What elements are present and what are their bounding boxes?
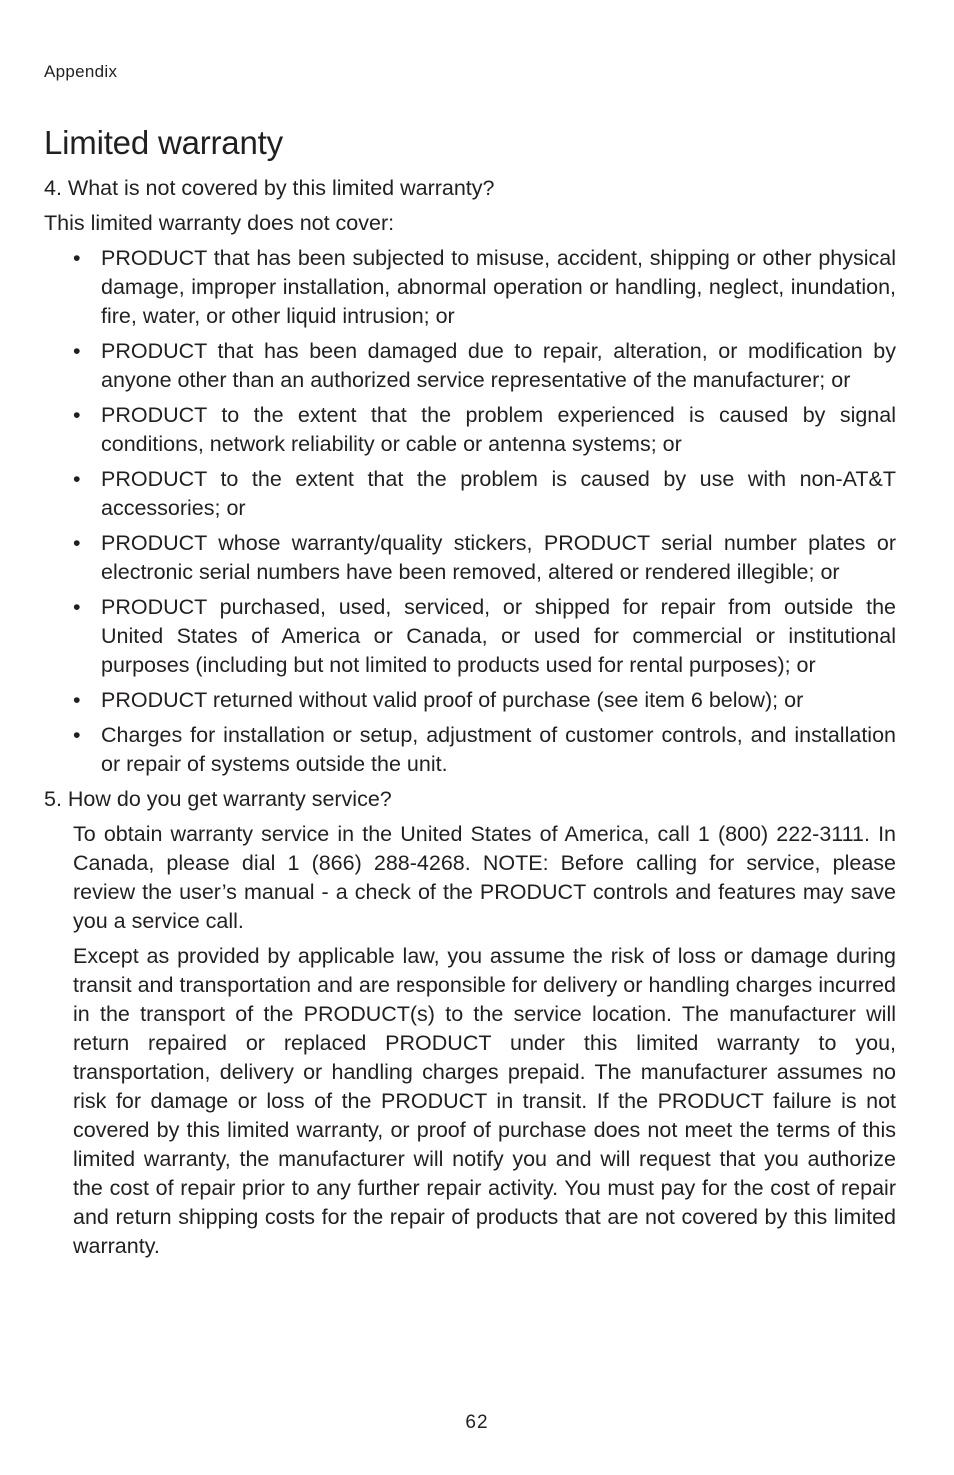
list-item-text: PRODUCT that has been subjected to misuse, accident, shipping or other physical damage, improper installation, abnormal operation or handling, neglect, inundation, fire, water, or other liquid intrusion; or: [101, 246, 896, 328]
list-item-text: PRODUCT purchased, used, serviced, or shipped for repair from outside the United States of America or Canada, or used for commercial or institutional purposes (including but not limited to products used for rental purposes); or: [101, 595, 896, 677]
section-label: Appendix: [44, 62, 118, 81]
page-number: 62: [465, 1412, 489, 1433]
bullet-icon: •: [73, 339, 81, 363]
bullet-icon: •: [73, 467, 81, 491]
list-item-text: Charges for installation or setup, adjustment of customer controls, and installation or repair of systems outside the unit.: [101, 723, 896, 776]
bullet-icon: •: [73, 688, 81, 712]
question-4-heading: 4. What is not covered by this limited warranty?: [44, 176, 495, 200]
list-item: [44, 244, 896, 331]
bullet-icon: •: [73, 531, 81, 555]
bullet-icon: •: [73, 595, 81, 619]
list-item: [44, 686, 896, 715]
list-item: [44, 401, 896, 459]
list-item: [44, 465, 896, 523]
service-contact-paragraph: To obtain warranty service in the United States of America, call 1 (800) 222-3111. In Canada, please dial 1 (866) 288-4268. NOTE: Before calling for service, please review the user’s manual - a check of the PRODUCT controls and features may save you a service call.: [73, 822, 896, 933]
list-item-text: PRODUCT to the extent that the problem experienced is caused by signal conditions, network reliability or cable or antenna systems; or: [101, 403, 896, 456]
list-item-text: PRODUCT that has been damaged due to repair, alteration, or modification by anyone other than an authorized service representative of the manufacturer; or: [101, 339, 896, 392]
list-item-text: PRODUCT to the extent that the problem is caused by use with non-AT&T accessories; or: [101, 467, 896, 520]
page-title: Limited warranty: [44, 124, 283, 161]
transit-risk-paragraph: Except as provided by applicable law, you assume the risk of loss or damage during transit and transportation and are responsible for delivery or handling charges incurred in the transport of the PRODUCT(s) to the service location. The manufacturer will return repaired or replaced PRODUCT under this limited warranty to you, transportation, delivery or handling charges prepaid. The manufacturer assumes no risk for damage or loss of the PRODUCT in transit. If the PRODUCT failure is not covered by this limited warranty, or proof of purchase does not meet the terms of this limited warranty, the manufacturer will notify you and will request that you authorize the cost of repair prior to any further repair activity. You must pay for the cost of repair and return shipping costs for the repair of products that are not covered by this limited warranty.: [73, 944, 896, 1258]
body-text: [44, 174, 896, 1267]
bullet-icon: •: [73, 246, 81, 270]
exclusions-list: [44, 244, 896, 779]
list-item: [44, 529, 896, 587]
bullet-icon: •: [73, 403, 81, 427]
list-item: [44, 721, 896, 779]
list-item: [44, 593, 896, 680]
bullet-icon: •: [73, 723, 81, 747]
question-5-heading: 5. How do you get warranty service?: [44, 787, 392, 811]
list-item: [44, 337, 896, 395]
list-item-text: PRODUCT returned without valid proof of purchase (see item 6 below); or: [101, 688, 804, 712]
list-item-text: PRODUCT whose warranty/quality stickers, PRODUCT serial number plates or electronic serial numbers have been removed, altered or rendered illegible; or: [101, 531, 896, 584]
question-4-intro: This limited warranty does not cover:: [44, 211, 395, 235]
